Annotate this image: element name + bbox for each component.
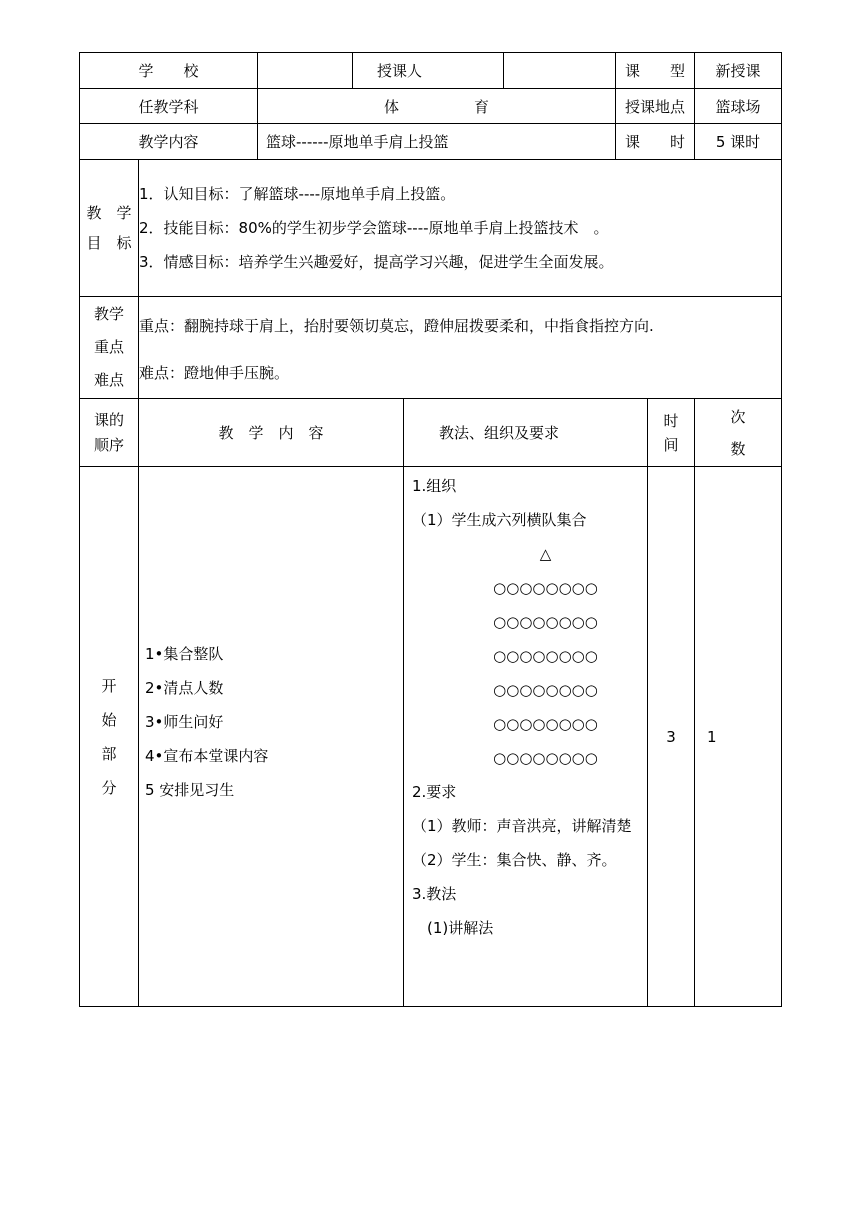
time-header-line: 间 [663, 435, 679, 454]
order-header-line: 顺序 [93, 435, 124, 454]
goals-label-line: 教 学 [86, 204, 132, 222]
section-content [139, 467, 404, 1007]
method-header: 教法、组织及要求 [404, 399, 648, 467]
content-item: 4•宣布本堂课内容 [145, 747, 269, 765]
section-label-char: 分 [101, 778, 117, 797]
lesson-type-label: 课 型 [616, 53, 695, 89]
content-item: 2•清点人数 [145, 679, 224, 697]
content-item: 1•集合整队 [145, 645, 224, 663]
section-label-char: 部 [101, 744, 117, 763]
method-line: (1)讲解法 [412, 919, 494, 937]
subject-label: 任教学科 [80, 89, 258, 124]
section-count: 1 [695, 467, 782, 1007]
hours-value: 5 课时 [695, 124, 782, 160]
method-line: 3.教法 [412, 885, 457, 903]
method-line: 2.要求 [412, 783, 457, 801]
formation-row: ○○○○○○○○ [493, 681, 598, 699]
goal-item: 1．认知目标：了解篮球----原地单手肩上投篮。 [139, 185, 456, 203]
section-label-char: 始 [101, 710, 117, 729]
content-header: 教 学 内 容 [139, 399, 404, 467]
method-line: （1）教师：声音洪亮，讲解清楚 [412, 817, 632, 835]
order-header-line: 课的 [93, 410, 124, 429]
content-item: 5 安排见习生 [145, 781, 235, 799]
difficulty-point: 难点：蹬地伸手压腕。 [139, 363, 290, 382]
formation-row: ○○○○○○○○ [493, 579, 598, 597]
content-label: 教学内容 [80, 124, 258, 160]
school-value [258, 53, 353, 89]
keypoints-label-line: 难点 [93, 371, 124, 389]
formation-row: ○○○○○○○○ [493, 715, 598, 733]
formation-teacher: △ [539, 545, 552, 563]
goal-item: 2．技能目标：80%的学生初步学会篮球----原地单手肩上投篮技术 。 [139, 219, 609, 237]
count-header [695, 399, 782, 467]
count-header-line: 次 [730, 407, 746, 426]
section-method [404, 467, 648, 1007]
section-time: 3 [648, 467, 695, 1007]
teacher-value [504, 53, 616, 89]
time-header-line: 时 [663, 411, 679, 430]
keypoints-label [80, 297, 139, 399]
goals-label-line: 目 标 [86, 234, 132, 252]
keypoints-label-line: 教学 [93, 305, 124, 323]
formation-row: ○○○○○○○○ [493, 613, 598, 631]
goal-item: 3．情感目标：培养学生兴趣爱好，提高学习兴趣，促进学生全面发展。 [139, 253, 614, 271]
location-label: 授课地点 [616, 89, 695, 124]
formation-row: ○○○○○○○○ [493, 749, 598, 767]
count-header-line: 数 [730, 439, 746, 458]
key-point: 重点：翻腕持球于肩上，抬肘要领切莫忘，蹬伸屈拨要柔和，中指食指控方向. [139, 316, 654, 335]
method-line: （1）学生成六列横队集合 [412, 511, 587, 529]
lesson-plan-table [79, 52, 782, 1007]
teacher-label: 授课人 [353, 53, 504, 89]
keypoints-label-line: 重点 [93, 338, 124, 356]
section-label-char: 开 [101, 676, 117, 695]
location-value: 篮球场 [695, 89, 782, 124]
section-label [80, 467, 139, 1007]
goals-content [139, 160, 782, 297]
formation-row: ○○○○○○○○ [493, 647, 598, 665]
content-value: 篮球------原地单手肩上投篮 [258, 124, 616, 160]
lesson-type-value: 新授课 [695, 53, 782, 89]
time-header [648, 399, 695, 467]
school-label: 学 校 [80, 53, 258, 89]
hours-label: 课 时 [616, 124, 695, 160]
goals-label [80, 160, 139, 297]
method-line: 1.组织 [412, 477, 457, 495]
keypoints-content [139, 297, 782, 399]
method-line: （2）学生：集合快、静、齐。 [412, 851, 617, 869]
content-item: 3•师生问好 [145, 713, 224, 731]
subject-value: 体 育 [258, 89, 616, 124]
order-header [80, 399, 139, 467]
